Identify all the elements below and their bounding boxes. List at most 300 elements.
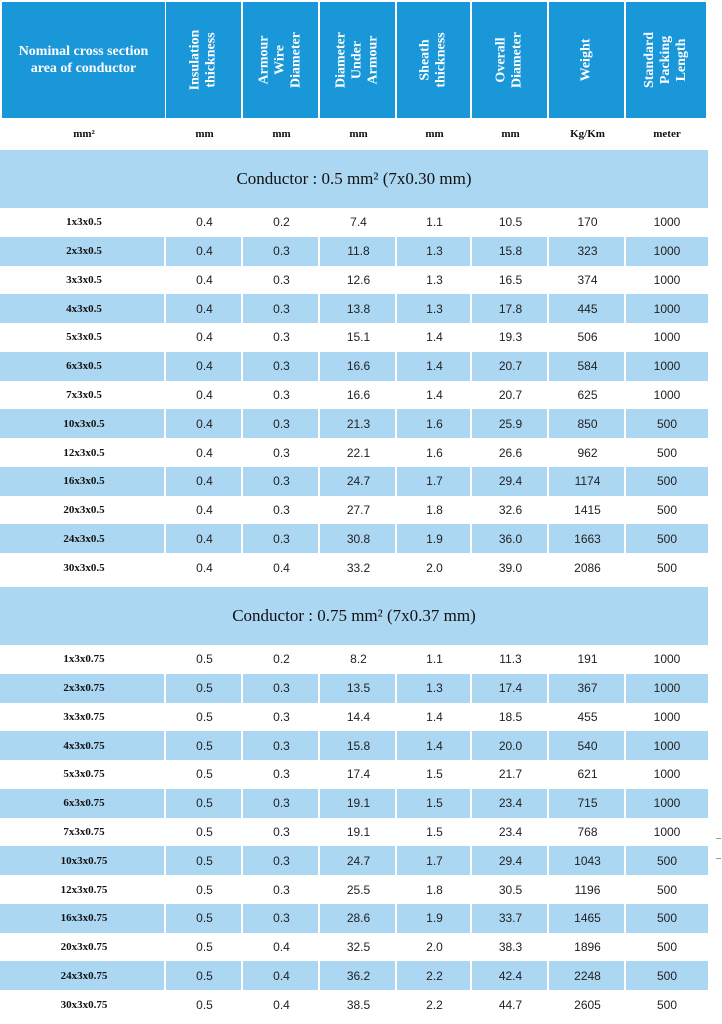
column-divider: [241, 904, 243, 933]
column-divider: [318, 352, 320, 381]
cell-overall-diameter: 18.5: [498, 709, 523, 724]
cell-sheath-thickness: 2.0: [426, 560, 443, 575]
cell-diameter-under-armour: 25.5: [346, 882, 371, 897]
cell-weight: 1174: [574, 474, 601, 489]
cell-packing-length: 500: [656, 531, 678, 546]
cell-armour-wire-diameter: 0.3: [273, 330, 290, 345]
cell-overall-diameter: 10.5: [498, 215, 523, 230]
column-divider: [164, 237, 166, 266]
column-divider: [318, 674, 320, 703]
cell-overall-diameter: 23.4: [498, 824, 523, 839]
column-divider: [318, 789, 320, 818]
cell-packing-length: 1000: [653, 272, 681, 287]
cell-overall-diameter: 36.0: [498, 531, 523, 546]
cell-armour-wire-diameter: 0.3: [273, 796, 290, 811]
cell-diameter-under-armour: 12.6: [346, 272, 371, 287]
cell-sheath-thickness: 1.3: [426, 272, 443, 287]
column-divider: [624, 237, 626, 266]
cell-weight: 323: [577, 244, 598, 259]
column-divider: [547, 674, 549, 703]
cell-packing-length: 500: [656, 911, 678, 926]
cell-overall-diameter: 42.4: [498, 968, 523, 983]
cell-diameter-under-armour: 32.5: [346, 940, 371, 955]
cell-diameter-under-armour: 30.8: [346, 531, 371, 546]
column-divider: [241, 352, 243, 381]
unit-overall-diameter: mm: [501, 128, 520, 140]
column-divider: [470, 409, 472, 438]
cell-conductor-size: 4x3x0.75: [63, 739, 105, 752]
cell-armour-wire-diameter: 0.2: [273, 215, 290, 230]
column-divider: [624, 674, 626, 703]
cell-sheath-thickness: 2.0: [426, 940, 443, 955]
cell-conductor-size: 24x3x0.75: [60, 969, 108, 982]
column-divider: [547, 789, 549, 818]
header-label: Diameter Under Armour: [333, 32, 381, 88]
cell-packing-length: 1000: [653, 387, 681, 402]
cell-weight: 1196: [574, 882, 601, 897]
cell-conductor-size: 20x3x0.5: [63, 504, 105, 517]
cell-armour-wire-diameter: 0.3: [273, 301, 290, 316]
cell-overall-diameter: 26.6: [498, 445, 523, 460]
column-divider: [624, 294, 626, 323]
column-divider: [470, 524, 472, 553]
column-divider: [164, 789, 166, 818]
column-divider: [241, 789, 243, 818]
cell-armour-wire-diameter: 0.3: [273, 824, 290, 839]
cell-conductor-size: 10x3x0.5: [63, 417, 105, 430]
column-divider: [164, 961, 166, 990]
cell-armour-wire-diameter: 0.3: [273, 474, 290, 489]
column-divider: [164, 731, 166, 760]
cell-packing-length: 500: [656, 940, 678, 955]
column-divider: [395, 904, 397, 933]
cell-sheath-thickness: 1.8: [426, 882, 443, 897]
cell-overall-diameter: 25.9: [498, 416, 523, 431]
cell-sheath-thickness: 1.4: [426, 387, 443, 402]
header-label: Armour Wire Diameter: [256, 32, 304, 88]
header-packing-length: [626, 2, 706, 118]
cell-armour-wire-diameter: 0.3: [273, 272, 290, 287]
unit-conductor-size: mm²: [73, 128, 95, 140]
cell-conductor-size: 4x3x0.5: [66, 302, 102, 315]
column-divider: [547, 524, 549, 553]
column-divider: [164, 524, 166, 553]
column-divider: [395, 524, 397, 553]
cell-insulation-thickness: 0.5: [196, 796, 213, 811]
column-divider: [241, 237, 243, 266]
cell-diameter-under-armour: 15.1: [346, 330, 371, 345]
cell-armour-wire-diameter: 0.3: [273, 853, 290, 868]
column-divider: [547, 294, 549, 323]
cell-conductor-size: 3x3x0.75: [63, 710, 105, 723]
cell-diameter-under-armour: 16.6: [346, 359, 371, 374]
cell-packing-length: 500: [656, 503, 678, 518]
cell-conductor-size: 2x3x0.5: [66, 245, 102, 258]
column-divider: [241, 731, 243, 760]
cell-armour-wire-diameter: 0.3: [273, 503, 290, 518]
cell-insulation-thickness: 0.4: [196, 474, 213, 489]
cell-armour-wire-diameter: 0.3: [273, 911, 290, 926]
cell-conductor-size: 5x3x0.5: [66, 331, 102, 344]
column-divider: [470, 846, 472, 875]
cell-armour-wire-diameter: 0.3: [273, 767, 290, 782]
cell-weight: 1465: [574, 911, 601, 926]
cell-overall-diameter: 39.0: [498, 560, 523, 575]
cell-sheath-thickness: 1.5: [426, 824, 443, 839]
cell-armour-wire-diameter: 0.4: [273, 968, 290, 983]
column-divider: [164, 904, 166, 933]
cell-insulation-thickness: 0.4: [196, 244, 213, 259]
header-diameter-under-armour: [320, 2, 395, 118]
cell-sheath-thickness: 1.4: [426, 330, 443, 345]
cell-weight: 455: [577, 709, 598, 724]
cell-conductor-size: 16x3x0.5: [63, 475, 105, 488]
cell-conductor-size: 6x3x0.5: [66, 360, 102, 373]
cell-armour-wire-diameter: 0.3: [273, 709, 290, 724]
cell-insulation-thickness: 0.4: [196, 301, 213, 316]
cell-diameter-under-armour: 24.7: [346, 474, 371, 489]
cell-insulation-thickness: 0.5: [196, 681, 213, 696]
header-weight: [549, 2, 624, 118]
column-divider: [470, 237, 472, 266]
cell-diameter-under-armour: 38.5: [346, 997, 371, 1012]
unit-sheath-thickness: mm: [425, 128, 444, 140]
cell-overall-diameter: 32.6: [498, 503, 523, 518]
cell-sheath-thickness: 1.4: [426, 738, 443, 753]
cell-diameter-under-armour: 19.1: [346, 824, 371, 839]
cell-packing-length: 1000: [653, 330, 681, 345]
column-divider: [241, 674, 243, 703]
column-divider: [395, 731, 397, 760]
cell-diameter-under-armour: 11.8: [347, 244, 370, 259]
column-divider: [395, 237, 397, 266]
cell-overall-diameter: 17.8: [498, 301, 523, 316]
column-divider: [241, 467, 243, 496]
column-divider: [164, 409, 166, 438]
column-divider: [470, 294, 472, 323]
column-divider: [241, 961, 243, 990]
cell-packing-length: 1000: [653, 681, 681, 696]
unit-weight: Kg/Km: [570, 128, 605, 140]
cell-diameter-under-armour: 36.2: [346, 968, 371, 983]
column-divider: [624, 731, 626, 760]
column-divider: [547, 731, 549, 760]
cell-insulation-thickness: 0.5: [196, 911, 213, 926]
column-divider: [318, 237, 320, 266]
cell-overall-diameter: 16.5: [498, 272, 523, 287]
cell-diameter-under-armour: 16.6: [346, 387, 371, 402]
cell-diameter-under-armour: 17.4: [346, 767, 371, 782]
cell-conductor-size: 12x3x0.75: [60, 883, 108, 896]
cell-sheath-thickness: 1.6: [426, 416, 443, 431]
header-label: Weight: [578, 38, 594, 82]
cell-packing-length: 500: [656, 882, 678, 897]
column-divider: [318, 731, 320, 760]
header-label: Sheath thickness: [417, 32, 449, 88]
cell-insulation-thickness: 0.5: [196, 940, 213, 955]
cell-overall-diameter: 30.5: [498, 882, 523, 897]
cell-conductor-size: 20x3x0.75: [60, 941, 108, 954]
cell-packing-length: 500: [656, 416, 678, 431]
cell-weight: 1896: [574, 940, 601, 955]
cell-armour-wire-diameter: 0.3: [273, 244, 290, 259]
column-divider: [547, 352, 549, 381]
header-label: Overall Diameter: [493, 32, 525, 88]
cell-packing-length: 1000: [653, 652, 681, 667]
cell-weight: 1043: [574, 853, 601, 868]
cell-insulation-thickness: 0.5: [196, 767, 213, 782]
column-divider: [470, 674, 472, 703]
cell-conductor-size: 30x3x0.5: [63, 561, 105, 574]
cell-overall-diameter: 29.4: [498, 474, 523, 489]
cell-diameter-under-armour: 33.2: [346, 560, 371, 575]
cell-conductor-size: 7x3x0.75: [63, 825, 105, 838]
cell-diameter-under-armour: 19.1: [346, 796, 371, 811]
cell-armour-wire-diameter: 0.3: [273, 387, 290, 402]
cell-insulation-thickness: 0.5: [196, 997, 213, 1012]
cell-weight: 540: [577, 738, 598, 753]
cell-armour-wire-diameter: 0.2: [273, 652, 290, 667]
cell-overall-diameter: 20.0: [498, 738, 523, 753]
cell-insulation-thickness: 0.4: [196, 359, 213, 374]
cell-conductor-size: 5x3x0.75: [63, 768, 105, 781]
cell-diameter-under-armour: 13.8: [346, 301, 371, 316]
column-divider: [164, 846, 166, 875]
cell-diameter-under-armour: 27.7: [346, 503, 371, 518]
cell-weight: 374: [577, 272, 598, 287]
cell-insulation-thickness: 0.4: [196, 531, 213, 546]
cell-conductor-size: 3x3x0.5: [66, 273, 102, 286]
margin-tick: [716, 858, 721, 859]
column-divider: [624, 467, 626, 496]
cell-weight: 715: [577, 796, 598, 811]
header-insulation-thickness: [166, 2, 241, 118]
cell-insulation-thickness: 0.4: [196, 330, 213, 345]
cell-packing-length: 1000: [653, 244, 681, 259]
cell-diameter-under-armour: 28.6: [346, 911, 371, 926]
cell-packing-length: 500: [656, 445, 678, 460]
column-divider: [164, 674, 166, 703]
column-divider: [164, 467, 166, 496]
column-divider: [395, 961, 397, 990]
cell-conductor-size: 30x3x0.75: [60, 998, 108, 1011]
cell-weight: 2086: [574, 560, 601, 575]
cell-sheath-thickness: 2.2: [426, 968, 443, 983]
header-overall-diameter: [472, 2, 547, 118]
cell-diameter-under-armour: 24.7: [346, 853, 371, 868]
column-divider: [241, 524, 243, 553]
column-divider: [318, 904, 320, 933]
cell-weight: 962: [577, 445, 598, 460]
cell-armour-wire-diameter: 0.4: [273, 997, 290, 1012]
cell-packing-length: 1000: [653, 767, 681, 782]
cell-insulation-thickness: 0.5: [196, 968, 213, 983]
cell-sheath-thickness: 1.8: [426, 503, 443, 518]
column-divider: [470, 904, 472, 933]
cell-diameter-under-armour: 21.3: [346, 416, 371, 431]
cell-sheath-thickness: 2.2: [426, 997, 443, 1012]
column-divider: [395, 846, 397, 875]
cell-insulation-thickness: 0.4: [196, 503, 213, 518]
column-divider: [395, 352, 397, 381]
cell-weight: 506: [577, 330, 598, 345]
cell-sheath-thickness: 1.1: [426, 215, 443, 230]
cell-weight: 2605: [574, 997, 601, 1012]
cell-weight: 2248: [574, 968, 601, 983]
column-divider: [318, 467, 320, 496]
cell-weight: 191: [577, 652, 598, 667]
unit-armour-wire-diameter: mm: [272, 128, 291, 140]
cell-weight: 170: [577, 215, 598, 230]
cell-sheath-thickness: 1.9: [426, 911, 443, 926]
column-divider: [241, 294, 243, 323]
cell-insulation-thickness: 0.5: [196, 738, 213, 753]
cell-weight: 367: [577, 681, 598, 696]
column-divider: [624, 409, 626, 438]
cell-packing-length: 500: [656, 853, 678, 868]
cell-sheath-thickness: 1.1: [426, 652, 443, 667]
column-divider: [395, 789, 397, 818]
cell-weight: 1663: [574, 531, 601, 546]
cell-weight: 768: [577, 824, 598, 839]
cell-armour-wire-diameter: 0.3: [273, 738, 290, 753]
cell-weight: 625: [577, 387, 598, 402]
cell-armour-wire-diameter: 0.4: [273, 560, 290, 575]
cell-sheath-thickness: 1.3: [426, 244, 443, 259]
cell-armour-wire-diameter: 0.3: [273, 359, 290, 374]
cell-armour-wire-diameter: 0.4: [273, 940, 290, 955]
cell-conductor-size: 6x3x0.75: [63, 797, 105, 810]
column-divider: [164, 352, 166, 381]
column-divider: [470, 467, 472, 496]
column-divider: [470, 961, 472, 990]
cell-packing-length: 500: [656, 968, 678, 983]
unit-insulation-thickness: mm: [195, 128, 214, 140]
cell-sheath-thickness: 1.9: [426, 531, 443, 546]
header-label: Insulation thickness: [187, 29, 219, 91]
column-divider: [547, 904, 549, 933]
cell-packing-length: 1000: [653, 359, 681, 374]
cell-overall-diameter: 29.4: [498, 853, 523, 868]
cell-overall-diameter: 19.3: [498, 330, 523, 345]
cell-packing-length: 1000: [653, 824, 681, 839]
column-divider: [547, 961, 549, 990]
cell-diameter-under-armour: 14.4: [346, 709, 371, 724]
cell-armour-wire-diameter: 0.3: [273, 882, 290, 897]
cell-sheath-thickness: 1.6: [426, 445, 443, 460]
cell-overall-diameter: 38.3: [498, 940, 523, 955]
column-divider: [624, 524, 626, 553]
column-divider: [395, 674, 397, 703]
cell-insulation-thickness: 0.4: [196, 387, 213, 402]
cell-insulation-thickness: 0.4: [196, 416, 213, 431]
cell-insulation-thickness: 0.5: [196, 824, 213, 839]
cell-weight: 1415: [574, 503, 601, 518]
cell-conductor-size: 1x3x0.75: [63, 653, 105, 666]
cell-weight: 445: [577, 301, 598, 316]
cell-diameter-under-armour: 15.8: [346, 738, 371, 753]
cell-sheath-thickness: 1.4: [426, 709, 443, 724]
cell-armour-wire-diameter: 0.3: [273, 531, 290, 546]
cell-diameter-under-armour: 7.4: [350, 215, 367, 230]
unit-packing-length: meter: [653, 128, 681, 140]
column-divider: [241, 846, 243, 875]
cell-sheath-thickness: 1.7: [426, 474, 443, 489]
cell-packing-length: 1000: [653, 738, 681, 753]
cell-packing-length: 500: [656, 560, 678, 575]
cell-diameter-under-armour: 8.2: [350, 652, 367, 667]
column-divider: [318, 961, 320, 990]
header-label: Standard Packing Length: [642, 31, 689, 89]
column-divider: [318, 409, 320, 438]
header-armour-wire-diameter: [243, 2, 318, 118]
cell-diameter-under-armour: 13.5: [346, 681, 371, 696]
cell-overall-diameter: 21.7: [498, 767, 523, 782]
cell-sheath-thickness: 1.4: [426, 359, 443, 374]
cell-weight: 850: [577, 416, 598, 431]
cell-overall-diameter: 20.7: [498, 387, 523, 402]
cell-overall-diameter: 44.7: [498, 997, 523, 1012]
cell-overall-diameter: 11.3: [499, 652, 522, 667]
cell-insulation-thickness: 0.4: [196, 272, 213, 287]
column-divider: [241, 409, 243, 438]
cell-packing-length: 1000: [653, 215, 681, 230]
cell-conductor-size: 16x3x0.75: [60, 912, 108, 925]
cell-packing-length: 500: [656, 997, 678, 1012]
column-divider: [164, 294, 166, 323]
cell-overall-diameter: 20.7: [498, 359, 523, 374]
cell-packing-length: 1000: [653, 796, 681, 811]
cell-conductor-size: 12x3x0.5: [63, 446, 105, 459]
cell-insulation-thickness: 0.4: [196, 445, 213, 460]
column-divider: [470, 789, 472, 818]
column-divider: [624, 846, 626, 875]
cell-sheath-thickness: 1.5: [426, 767, 443, 782]
cell-insulation-thickness: 0.5: [196, 853, 213, 868]
cell-sheath-thickness: 1.3: [426, 301, 443, 316]
column-divider: [547, 237, 549, 266]
margin-tick: [716, 838, 721, 839]
column-divider: [624, 904, 626, 933]
unit-diameter-under-armour: mm: [349, 128, 368, 140]
cell-overall-diameter: 23.4: [498, 796, 523, 811]
column-divider: [624, 961, 626, 990]
cell-overall-diameter: 15.8: [498, 244, 523, 259]
cell-overall-diameter: 17.4: [498, 681, 523, 696]
header-conductor-size: Nominal cross section area of conductor: [2, 2, 165, 118]
cell-packing-length: 500: [656, 474, 678, 489]
cell-armour-wire-diameter: 0.3: [273, 416, 290, 431]
cell-insulation-thickness: 0.4: [196, 560, 213, 575]
cell-sheath-thickness: 1.7: [426, 853, 443, 868]
section-title: Conductor : 0.5 mm² (7x0.30 mm): [0, 150, 708, 208]
cell-insulation-thickness: 0.5: [196, 709, 213, 724]
cell-conductor-size: 24x3x0.5: [63, 532, 105, 545]
column-divider: [470, 731, 472, 760]
column-divider: [470, 352, 472, 381]
cell-conductor-size: 1x3x0.5: [66, 216, 102, 229]
column-divider: [395, 294, 397, 323]
column-divider: [624, 789, 626, 818]
cell-packing-length: 1000: [653, 301, 681, 316]
cell-conductor-size: 7x3x0.5: [66, 388, 102, 401]
column-divider: [318, 524, 320, 553]
section-title: Conductor : 0.75 mm² (7x0.37 mm): [0, 587, 708, 645]
cell-overall-diameter: 33.7: [498, 911, 523, 926]
column-divider: [318, 294, 320, 323]
cell-weight: 621: [577, 767, 598, 782]
cell-diameter-under-armour: 22.1: [346, 445, 371, 460]
